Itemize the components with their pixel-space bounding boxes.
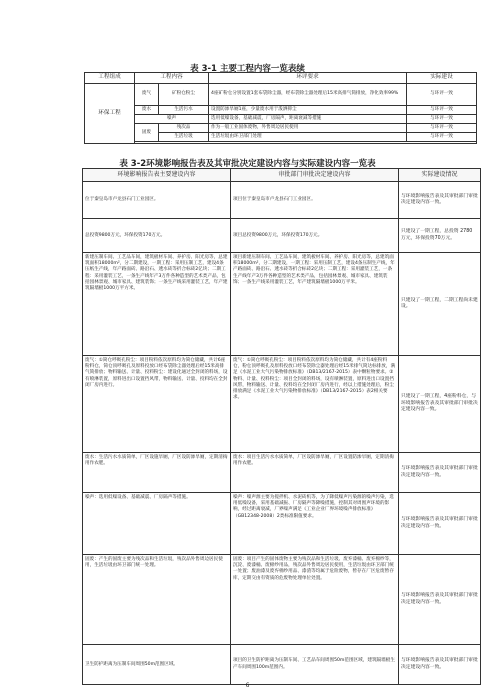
header-actual: 实际建设 [407,73,477,84]
cell-act: 与环评一致 [407,133,477,142]
report-cell: 总投资9800万元，环保投资170万元。 [83,219,231,253]
actual-cell: 与环境影响报告表及其审批部门审批决定建设内容一致。 [399,182,481,219]
main-works-table [84,72,477,144]
cell-a: 废气 [135,83,159,105]
cell-a: 固废 [135,123,159,141]
header-approval-content: 审批部门审批决定建设内容 [231,169,399,182]
table2-caption: 表 3-2环境影响报告表及其审批决定建设内容与实际建设内容一览表 [119,159,376,169]
actual-cell: 与环境影响报告表及其审批部门审批决定建设内容一致。 [399,555,481,645]
cell-b: 残次品 [159,123,209,132]
cell-req: 作为一般工业固体废物，外售周边居民使用 [209,123,407,132]
approval-cell: 项目的卫生防护距离为压制车间、工艺品车间周围50m范围区域，建筑隔墙板生产车间周围100m范围内。 [231,645,399,685]
actual-cell: 与环境影响报告表及其审批部门审批决定建设内容一致。 [399,453,481,493]
header-report-content: 环境影响报告表主要建设内容 [83,169,231,182]
cell-a: 噪声 [135,114,209,123]
report-cell: 废水：生活污水水质简单，厂区设施旱厕，厂区设防渗旱厕，定期清掏用作农肥。 [83,453,231,493]
approval-cell: 废气：①简仓呼吸孔粉尘：项目粉料依次原料均为简仓储藏，共计有4座粉料仓，粉仓顶呼吸孔及原料投放口经布袋除尘器处理后经15米排气筒达标排放，满足《水泥工业大气污染物排放标准》（DB13/2167-2015）表中颗粒物要求。②物料、计量、投料粉尘：项目全封闭的料场，设有喷淋装置，原料进出口设置挡风带，物料输送、计量、投料均在全封闭厂房内进行，经以上措施处理后，粉尘排放满足《水泥工业大气污染物排放标准》（DB13/2167-2015）表2相关要求。 [231,356,399,453]
report-cell: 新建压制车间、工艺品车间，建筑板材车间、养护房、阳光房等，总建筑面积18000m²，分二期建设，一期工程：采用压制工艺，建设4条压纸生产线，年产路面砖、路沿石、透水砖等折合标砖2亿块；二期工程：采用灌装工艺，一条生产线年产3万件各种造型的艺术类产品，包括园林景观、城市家具、建筑装饰；一条生产线采用灌装工艺，年产建筑隔墙板1000万平方米。 [83,253,231,356]
report-cell: 废气：①简仓呼吸孔粉尘：项目粉料依次原料均为简仓储藏，共计6座粉料仓，简仓顶呼吸孔及原料投放口经布袋除尘器处理后经15米高排气筒排放；物料输送、计量、投料粉尘：建设化通过全封闭的料场，设有喷淋装置，原料进出口设置挡风带，物料输送、计量、投料均在全封闭厂房内进行。 [83,356,231,453]
report-cell: 卫生防护距离为压制车间周围50m范围区域。 [83,645,231,685]
cell-a: 废水 [135,105,159,114]
comparison-table [82,168,481,685]
cell-req: 生活垃圾由环卫部门处理 [209,133,407,142]
header-actual-status: 实际建设情况 [399,169,481,182]
approval-cell: 项目总投资9800万元，环保投资170万元。 [231,219,399,253]
actual-cell: 与环境影响报告表及其审批部门审批决定建设内容一致。 [399,645,481,685]
actual-cell: 只建设了一期工程，二期工程尚未建设。 [399,253,481,356]
header-eia-requirement: 环评要求 [209,73,407,84]
cell-act: 与环评一致 [407,114,477,123]
header-composition: 工程组成 [85,73,135,84]
actual-cell: 只建设了一期工程，4座粉料仓，与环境影响报告表及其审批部门审批决定建设内容一致。 [399,356,481,453]
group-env-works: 环保工程 [85,83,135,144]
cell-req: 设置防渗旱厕1座，少量废水用于泼洒抑尘 [209,105,407,114]
cell-req: 选用低噪设备，基础减震，厂房隔声，距离衰减等措施 [209,114,407,123]
approval-cell: 项目新建压制车间、工艺品车间，建筑板材车间、养护房、阳光房等，总建筑面积18000m²，分二期建设，一期工程：采用压制工艺，建设4条压制生产线，年产路面砖、路沿石、透水砖等折合标砖2亿块；二期工程：采用灌装工艺，一条生产线年产3万件各种造型的艺术类产品，包括园林景观、城市家具、建筑装饰；一条生产线采用灌装工艺，年产建筑隔墙板1000万平米。 [231,253,399,356]
approval-cell: 项目位于秦皇岛市卢龙县石门工业园区。 [231,182,399,219]
report-cell: 噪声：选用低噪设备、基础减震、厂房隔声等措施。 [83,493,231,555]
header-content: 工程内容 [135,73,209,84]
cell-b: 生活垃圾 [159,133,209,142]
cell-req: 4座矿粉仓分别设置1套布袋除尘器，经布袋除尘器处理后15米高排气筒排放，净化效率99% [209,83,407,105]
actual-cell: 与环境影响报告表及其审批部门审批决定建设内容一致。 [399,493,481,555]
approval-cell: 噪声：噪声源主要为搅拌机、水泥砖机等，为了降低噪声污染源的噪声污染，选用低噪设备，采用基础减振、厂房隔声等降噪措施，控制其对周围声环境的影响，经过距离衰减，厂界噪声满足《工业企业厂界环境噪声排放标准》（GB12348-2008）2类标准限值要求。 [231,493,399,555]
cell-act: 与环评一致 [407,123,477,132]
cell-act: 与环评一致 [407,105,477,114]
cell-b: 矿粉仓粉尘 [159,83,209,105]
page-number: 6 [245,682,250,689]
approval-cell: 废水：项目生活污水水质简单，厂区设防渗旱厕，厂区设置防渗旱厕，定期清掏用作农肥。 [231,453,399,493]
actual-cell: 只建设了一期工程，总投资 2780 万元，环保投资70万元。 [399,219,481,253]
approval-cell: 固废：项目产生的固体废物主要为残次品和生活垃圾、废弃漆桶、废弃棉纱等，沉淀、废漆桶、废棉纱用品，残次品外售周边居民使用，生活垃圾由环卫部门统一处置；废油漆及废弃棉纱用品、漆渣等均属于危险废物，暂存在厂区危废暂存库，定期交由有资质的危废物处理单位处置。 [231,555,399,645]
report-cell: 固废：产生的固废主要为残次品和生活垃圾，残次品外售周边居民使用，生活垃圾由环卫部门统一处理。 [83,555,231,645]
cell-act: 与环评一致 [407,83,477,105]
cell-b: 生活污水 [159,105,209,114]
table1-caption: 表 3-1 主要工程内容一览表续 [190,64,305,74]
report-cell: 位于秦皇岛市卢龙县石门工业园区。 [83,182,231,219]
